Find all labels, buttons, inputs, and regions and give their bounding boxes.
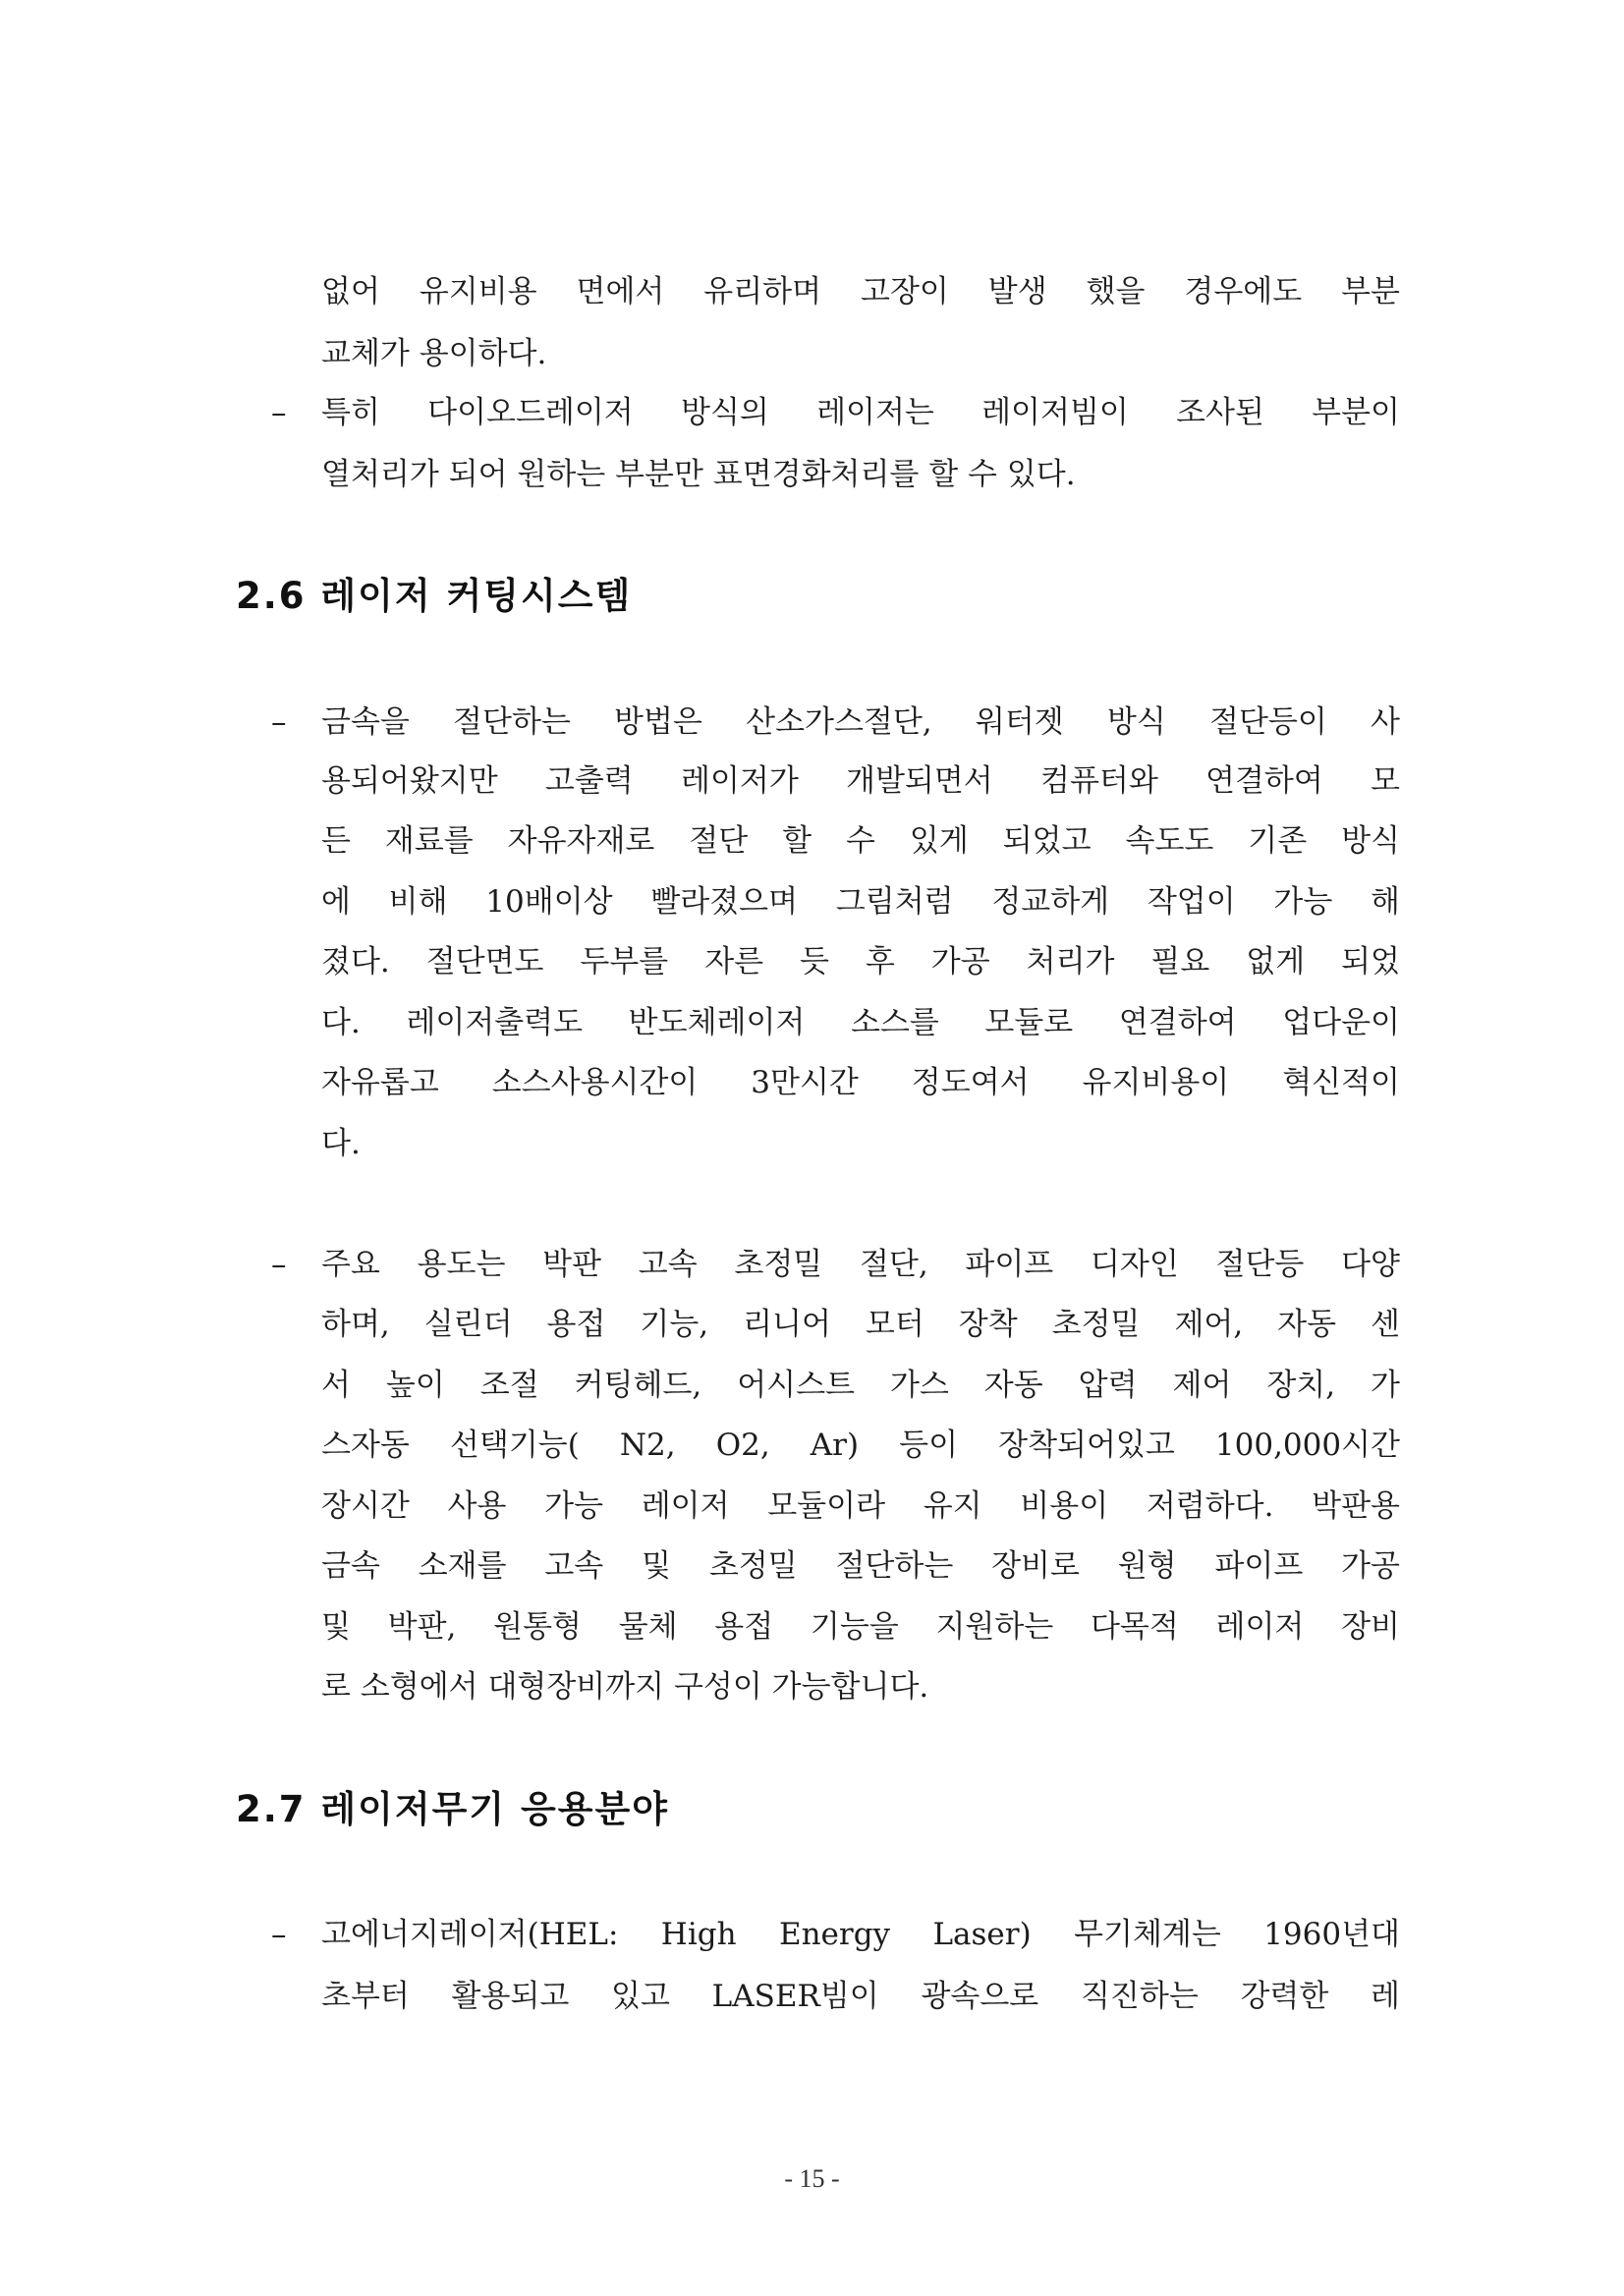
bullet-line: 주요 용도는 박판 고속 초정밀 절단, 파이프 디자인 절단등 다양 xyxy=(321,1247,1400,1282)
bullet-line: 서 높이 조절 커팅헤드, 어시스트 가스 자동 압력 제어 장치, 가 xyxy=(321,1368,1400,1403)
bullet-line: 고에너지레이저(HEL: High Energy Laser) 무기체계는 1960년대 xyxy=(321,1917,1400,1952)
bullet-line: 다. xyxy=(321,1126,361,1161)
section-heading-2-6: 2.6 레이저 커팅시스템 xyxy=(236,575,633,617)
bullet-line: 든 재료를 자유자재로 절단 할 수 있게 되었고 속도도 기존 방식 xyxy=(321,823,1400,859)
bullet-line: 용되어왔지만 고출력 레이저가 개발되면서 컴퓨터와 연결하여 모 xyxy=(321,763,1400,799)
bullet-dash: – xyxy=(271,395,287,430)
bullet-line: 및 박판, 원통형 물체 용접 기능을 지원하는 다목적 레이저 장비 xyxy=(321,1609,1400,1645)
bullet-line: 초부터 활용되고 있고 LASER빔이 광속으로 직진하는 강력한 레 xyxy=(321,1979,1400,2014)
bullet-line: 특히 다이오드레이저 방식의 레이저는 레이저빔이 조사된 부분이 xyxy=(321,395,1400,430)
bullet-dash: – xyxy=(271,1247,287,1282)
bullet-dash: – xyxy=(271,704,287,740)
bullet-line: 장시간 사용 가능 레이저 모듈이라 유지 비용이 저렴하다. 박판용 xyxy=(321,1488,1400,1524)
bullet-line: 금속을 절단하는 방법은 산소가스절단, 워터젯 방식 절단등이 사 xyxy=(321,704,1400,740)
bullet-line: 자유롭고 소스사용시간이 3만시간 정도여서 유지비용이 혁신적이 xyxy=(321,1065,1400,1100)
paragraph-line: 없어 유지비용 면에서 유리하며 고장이 발생 했을 경우에도 부분 xyxy=(321,274,1400,309)
bullet-line: 열처리가 되어 원하는 부분만 표면경화처리를 할 수 있다. xyxy=(321,457,1076,492)
bullet-line: 금속 소재를 고속 및 초정밀 절단하는 장비로 원형 파이프 가공 xyxy=(321,1548,1400,1584)
bullet-line: 로 소형에서 대형장비까지 구성이 가능합니다. xyxy=(321,1669,929,1705)
bullet-line: 스자동 선택기능( N2, O2, Ar) 등이 장착되어있고 100,000시간 xyxy=(321,1428,1400,1463)
page-number: - 15 - xyxy=(784,2164,840,2193)
bullet-line: 에 비해 10배이상 빨라졌으며 그림처럼 정교하게 작업이 가능 해 xyxy=(321,884,1400,920)
bullet-line: 졌다. 절단면도 두부를 자른 듯 후 가공 처리가 필요 없게 되었 xyxy=(321,944,1400,980)
bullet-line: 다. 레이저출력도 반도체레이저 소스를 모듈로 연결하여 업다운이 xyxy=(321,1005,1400,1040)
paragraph-line: 교체가 용이하다. xyxy=(321,336,547,371)
bullet-line: 하며, 실린더 용접 기능, 리니어 모터 장착 초정밀 제어, 자동 센 xyxy=(321,1307,1400,1342)
bullet-dash: – xyxy=(271,1917,287,1952)
section-heading-2-7: 2.7 레이저무기 응용분야 xyxy=(236,1788,669,1830)
